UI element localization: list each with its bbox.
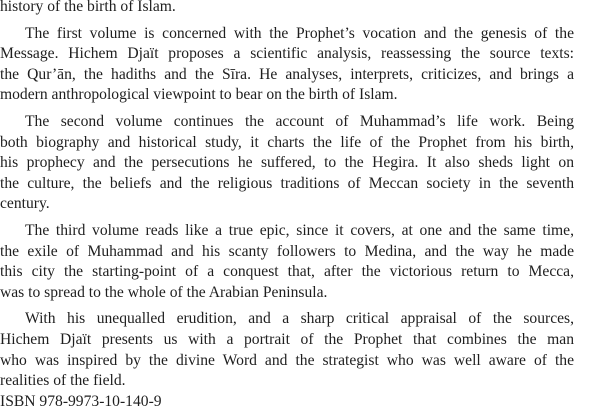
text-line: realities of the field. bbox=[0, 372, 126, 390]
paragraph-first-volume bbox=[0, 24, 574, 106]
text-line: The third volume reads like a true epic, since it covers, at one and the same time, bbox=[25, 221, 574, 239]
text-line: the exile of Muhammad and his scanty followers to Medina, and the way he made bbox=[0, 242, 574, 260]
paragraph-conclusion bbox=[0, 309, 574, 391]
text-line: Message. Hichem Djaït proposes a scientific analysis, reassessing the source texts: bbox=[0, 45, 574, 63]
paragraph-continuation bbox=[0, 0, 574, 18]
isbn-text: ISBN 978-9973-10-140-9 bbox=[0, 393, 162, 410]
text-line: The second volume continues the account of Muhammad’s life work. Being bbox=[25, 112, 574, 130]
text-line: The first volume is concerned with the Prophet’s vocation and the genesis of the bbox=[25, 24, 574, 42]
text-line: Hichem Djaït presents us with a portrait of the Prophet that combines the man bbox=[0, 330, 574, 348]
isbn-line-cut-off bbox=[0, 385, 162, 410]
text-line: his prophecy and the persecutions he suffered, to the Hegira. It also sheds light on bbox=[0, 154, 574, 172]
text-line: history of the birth of Islam. bbox=[0, 0, 176, 15]
text-line: who was inspired by the divine Word and the strategist who was well aware of the bbox=[0, 351, 574, 369]
text-line: the Qur’ān, the hadiths and the Sīra. He analyses, interprets, criticizes, and brings a bbox=[0, 65, 574, 83]
text-line: With his unequalled erudition, and a sharp critical appraisal of the sources, bbox=[25, 310, 574, 328]
paragraph-second-volume bbox=[0, 112, 574, 215]
text-line: this city the starting-point of a conquest that, after the victorious return to Mecca, bbox=[0, 263, 574, 281]
text-line: century. bbox=[0, 195, 50, 213]
text-line: both biography and historical study, it charts the life of the Prophet from his birth, bbox=[0, 133, 574, 151]
text-line: the culture, the beliefs and the religious traditions of Meccan society in the seventh bbox=[0, 174, 574, 192]
text-line: modern anthropological viewpoint to bear on the birth of Islam. bbox=[0, 86, 398, 104]
text-line: was to spread to the whole of the Arabian Peninsula. bbox=[0, 283, 328, 301]
paragraph-third-volume bbox=[0, 221, 574, 303]
